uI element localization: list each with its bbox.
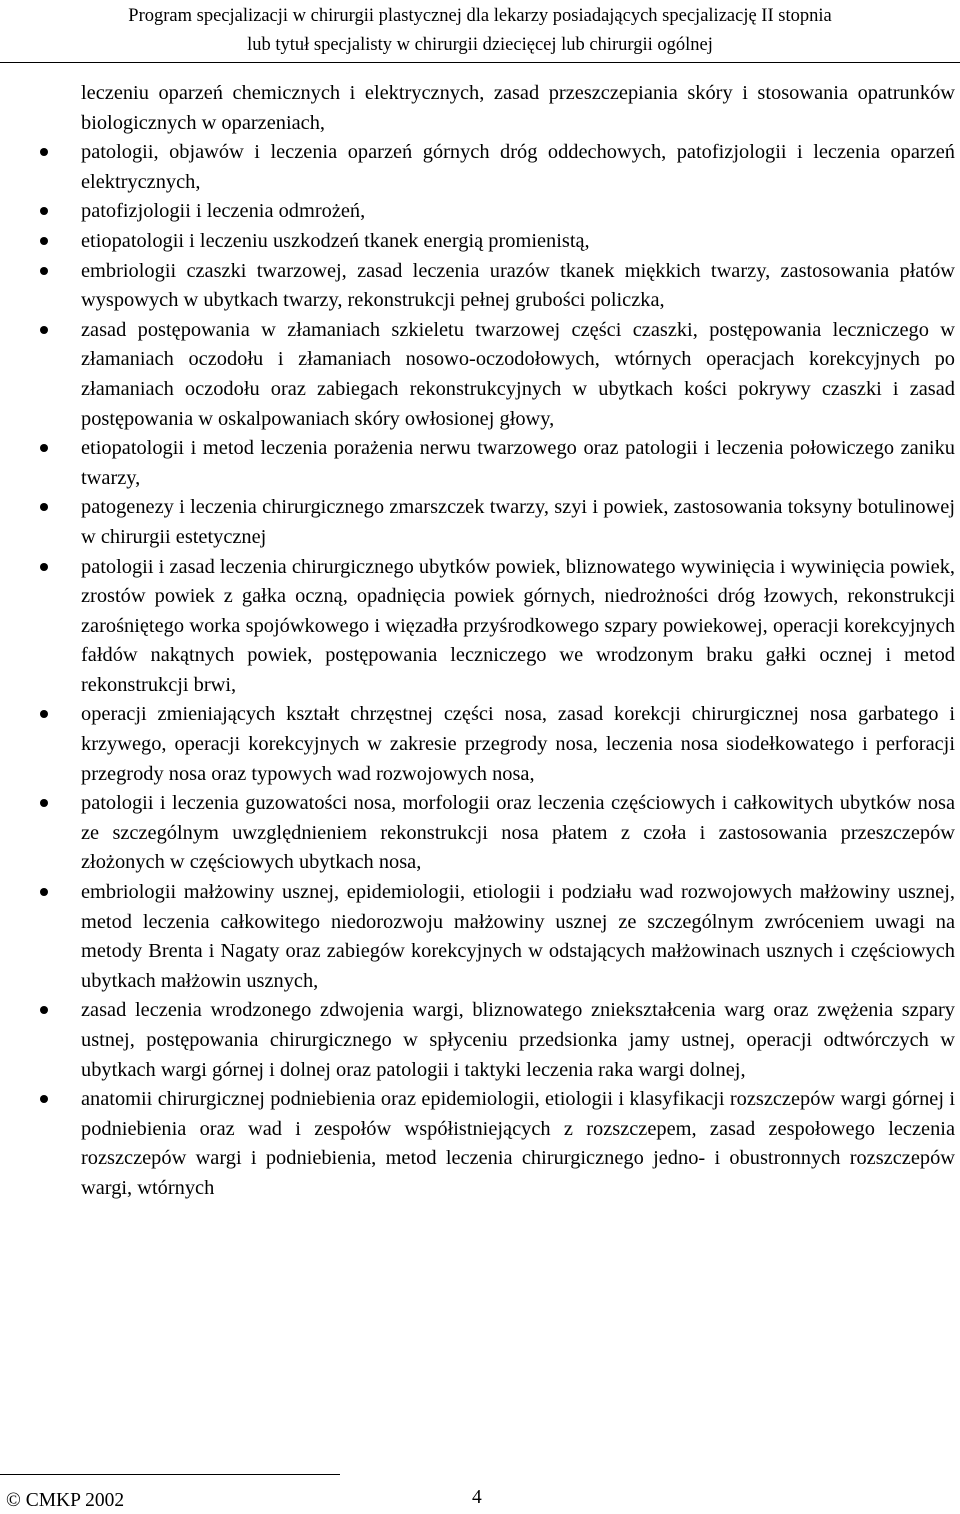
list-item-text: patofizjologii i leczenia odmrożeń,	[81, 200, 366, 223]
list-item	[40, 553, 955, 701]
bullet-icon	[40, 503, 48, 511]
list-item-text: patologii i zasad leczenia chirurgicznego ubytków powiek, bliznowatego wywinięcia i wywinięcia powiek, zrostów powiek z gałka oczną, opadnięcia powiek górnych, niedrożności dróg łzowych, rekonstrukcji zarośniętego worka spojówkowego i więzadła przyśrodkowego szpary powiekowej, operacji korekcyjnych fałdów nakątnych powiek, postępowania leczniczego we wrodzonym braku gałki ocznej i metod rekonstrukcji brwi,	[81, 555, 955, 696]
page-header	[0, 2, 960, 60]
header-divider	[0, 62, 960, 63]
copyright-notice: © CMKP 2002	[6, 1490, 125, 1511]
bullet-icon	[40, 888, 48, 896]
list-item-continuation	[40, 79, 955, 138]
list-item	[40, 493, 955, 552]
page-number: 4	[472, 1487, 482, 1508]
list-item	[40, 197, 955, 227]
bullet-icon	[40, 326, 48, 334]
list-item-text: patologii i leczenia guzowatości nosa, morfologii oraz leczenia częściowych i całkowitych ubytków nosa ze szczególnym uwzględnieniem rekonstrukcji nosa płatem z czoła i zastosowania przeszczepów złożonych w częściowych ubytkach nosa,	[81, 792, 955, 874]
list-item-text: embriologii małżowiny usznej, epidemiologii, etiologii i podziału wad rozwojowych małżowiny usznej, metod leczenia całkowitego niedorozwoju małżowiny usznej ze szczególnym zwróceniem uwagi na metody Brenta i Nagaty oraz zabiegów korekcyjnych w odstających małżowinach usznych i częściowych ubytkach małżowin usznych,	[81, 881, 955, 992]
list-item-text: zasad postępowania w złamaniach szkieletu twarzowej części czaszki, postępowania leczniczego w złamaniach oczodołu i złamaniach nosowo-oczodołowych, wtórnych operacjach korekcyjnych po złamaniach oczodołu oraz zabiegach rekonstrukcyjnych w ubytkach kości pokrywy czaszki i zasad postępowania w oskalpowaniach skóry owłosionej głowy,	[81, 318, 955, 430]
bullet-icon	[40, 237, 48, 245]
bullet-icon	[40, 267, 48, 275]
bullet-icon	[40, 207, 48, 215]
list-item-text: anatomii chirurgicznej podniebienia oraz epidemiologii, etiologii i klasyfikacji rozszczepów wargi górnej i podniebienia oraz wad i zespołów współistniejących z rozszczepem, zasad zespołowego leczenia rozszczepów wargi i podniebienia, metod leczenia chirurgicznego jedno- i obustronnych rozszczepów wargi, wtórnych	[81, 1088, 955, 1199]
header-line-2: lub tytuł specjalisty w chirurgii dziecięcej lub chirurgii ogólnej	[247, 35, 713, 55]
bullet-icon	[40, 563, 48, 571]
list-item-text: leczeniu oparzeń chemicznych i elektrycznych, zasad przeszczepiania skóry i stosowania opatrunków biologicznych w oparzeniach,	[81, 82, 955, 134]
list-item-text: operacji zmieniających kształt chrzęstnej części nosa, zasad korekcji chirurgicznej nosa garbatego i krzywego, operacji korekcyjnych w zakresie przegrody nosa, leczenia nosa siodełkowatego i perforacji przegrody nosa oraz typowych wad rozwojowych nosa,	[81, 703, 955, 785]
list-item-text: embriologii czaszki twarzowej, zasad leczenia urazów tkanek miękkich twarzy, zastosowania płatów wyspowych w ubytkach twarzy, rekonstrukcji pełnej grubości policzka,	[81, 259, 955, 312]
list-item	[40, 789, 955, 878]
list-item-text: patogenezy i leczenia chirurgicznego zmarszczek twarzy, szyi i powiek, zastosowania toksyny botulinowej w chirurgii estetycznej	[81, 496, 955, 548]
bullet-icon	[40, 1095, 48, 1103]
header-line-1: Program specjalizacji w chirurgii plastycznej dla lekarzy posiadających specjalizację II stopnia	[128, 6, 832, 26]
bullet-icon	[40, 799, 48, 807]
list-item	[40, 996, 955, 1085]
list-item	[40, 227, 955, 257]
footer-divider	[0, 1474, 340, 1475]
list-item-text: zasad leczenia wrodzonego zdwojenia wargi, bliznowatego zniekształcenia warg oraz zwężenia szpary ustnej, postępowania chirurgicznego w spłyceniu przedsionka jamy ustnej, operacji odtwórczych w ubytkach wargi górnej i dolnej oraz patologii i taktyki leczenia raka wargi dolnej,	[81, 999, 955, 1081]
list-item	[40, 878, 955, 996]
list-item	[40, 434, 955, 493]
bullet-icon	[40, 444, 48, 452]
list-item-text: patologii, objawów i leczenia oparzeń górnych dróg oddechowych, patofizjologii i leczenia oparzeń elektrycznych,	[81, 141, 955, 193]
list-item-text: etiopatologii i metod leczenia porażenia nerwu twarzowego oraz patologii i leczenia połowiczego zaniku twarzy,	[81, 437, 955, 489]
list-item	[40, 138, 955, 197]
list-item	[40, 1085, 955, 1203]
bullet-icon	[40, 148, 48, 156]
list-item	[40, 257, 955, 316]
list-item-text: etiopatologii i leczeniu uszkodzeń tkanek energią promienistą,	[81, 229, 590, 252]
list-item	[40, 700, 955, 789]
bullet-icon	[40, 1006, 48, 1014]
list-item	[40, 316, 955, 434]
bullet-list	[40, 79, 955, 1204]
bullet-icon	[40, 710, 48, 718]
